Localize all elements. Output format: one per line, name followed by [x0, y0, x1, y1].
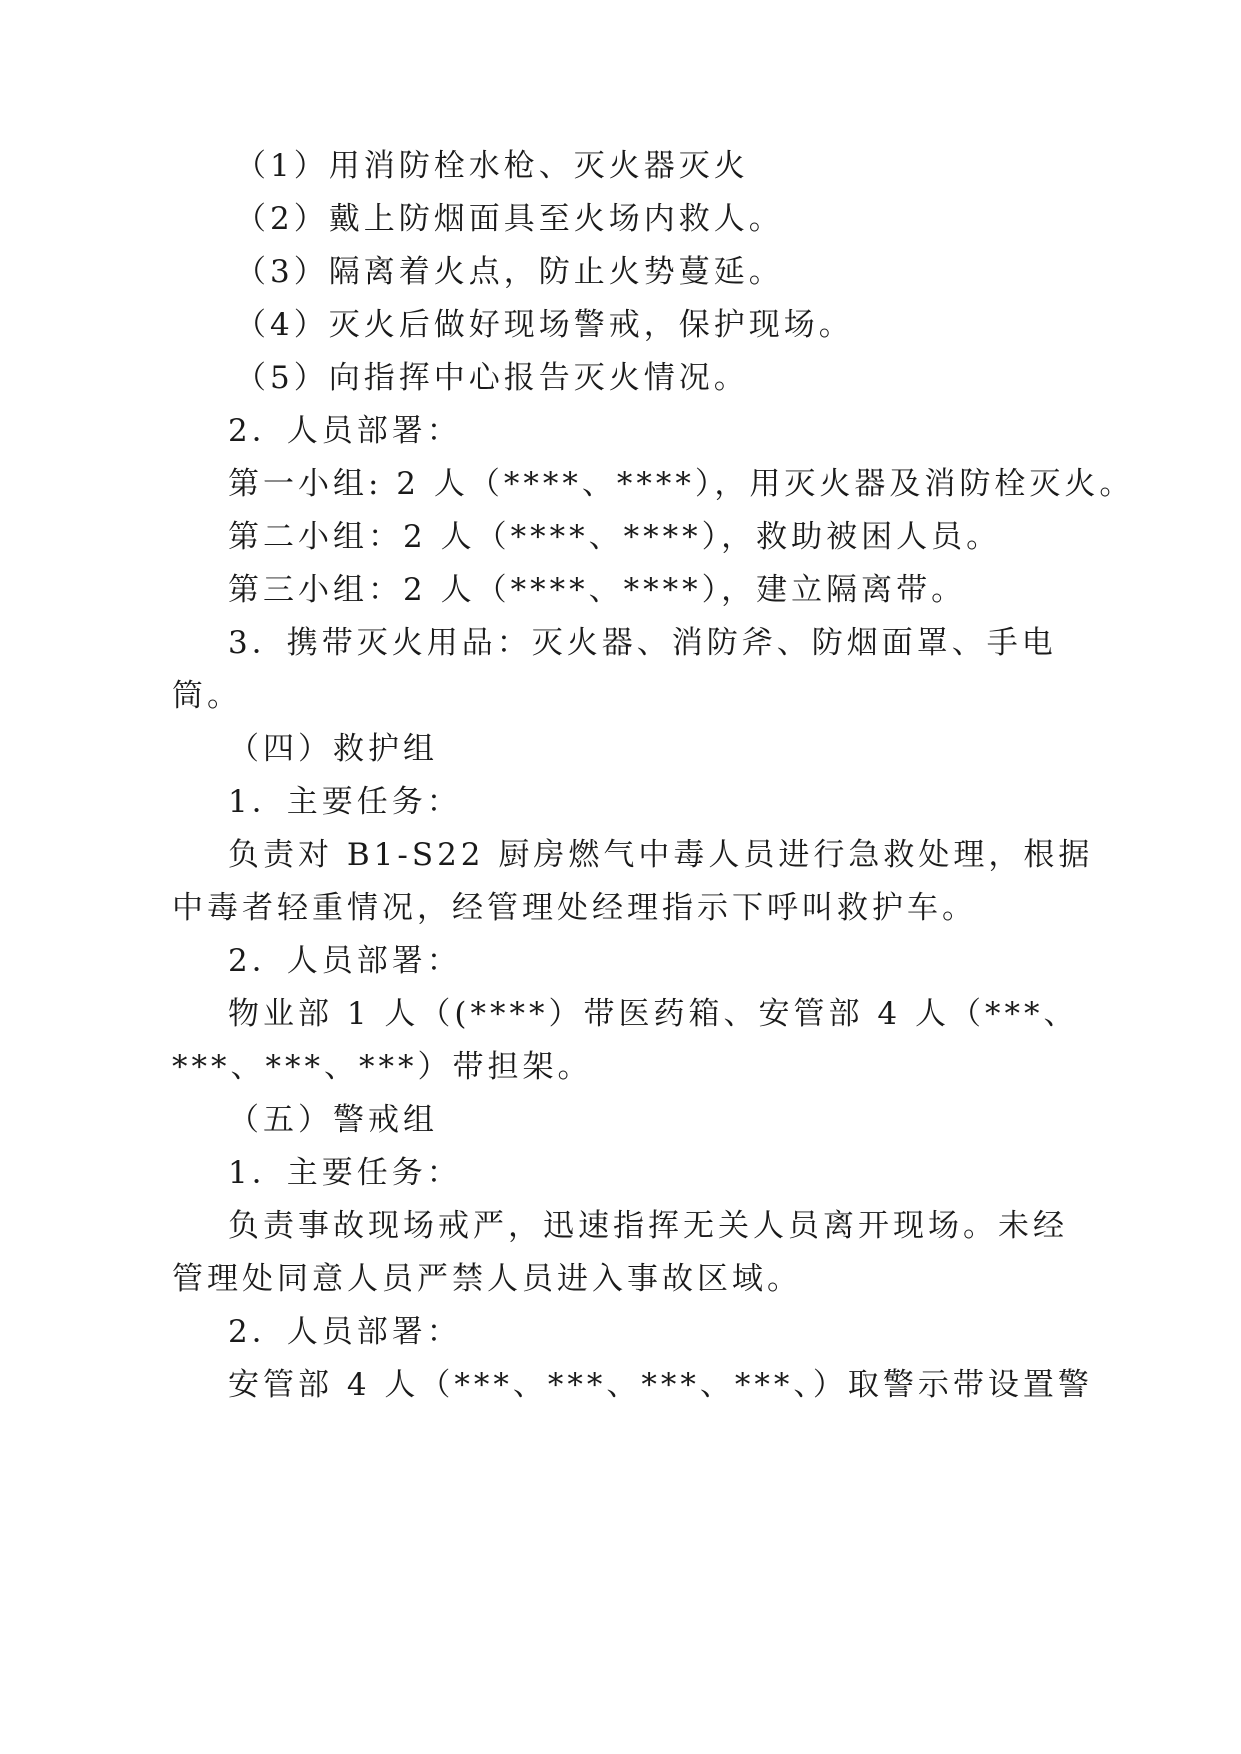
fire-staffing-heading: 2．人员部署：	[228, 413, 462, 449]
guard-task-text: 负责事故现场戒严，迅速指挥无关人员离开现场。未经	[228, 1208, 1068, 1244]
fire-equipment-continued: 筒。	[172, 678, 242, 714]
fire-group-3: 第三小组：2 人（****、****），建立隔离带。	[228, 572, 967, 608]
rescue-staffing-heading: 2．人员部署：	[228, 943, 462, 979]
section-guard-heading: （五）警戒组	[228, 1102, 438, 1138]
rescue-task-text: 负责对 B1-S22 厨房燃气中毒人员进行急救处理，根据	[228, 837, 1094, 873]
rescue-staffing-text-continued: ***、***、***）带担架。	[172, 1049, 593, 1085]
fire-step-4: （4）灭火后做好现场警戒，保护现场。	[235, 307, 854, 343]
fire-group-2: 第二小组：2 人（****、****），救助被困人员。	[228, 519, 1002, 555]
fire-group-1: 第一小组: 2 人（****、****），用灭火器及消防栓灭火。	[228, 466, 1135, 502]
rescue-task-heading: 1．主要任务：	[228, 784, 462, 820]
rescue-task-text-continued: 中毒者轻重情况，经管理处经理指示下呼叫救护车。	[172, 890, 977, 926]
guard-task-heading: 1．主要任务：	[228, 1155, 462, 1191]
section-rescue-heading: （四）救护组	[228, 731, 438, 767]
rescue-staffing-text: 物业部 1 人（(****）带医药箱、安管部 4 人（***、	[228, 996, 1079, 1032]
guard-task-text-continued: 管理处同意人员严禁人员进入事故区域。	[172, 1261, 802, 1297]
guard-staffing-heading: 2．人员部署：	[228, 1314, 462, 1350]
fire-step-1: （1）用消防栓水枪、灭火器灭火	[235, 148, 749, 184]
fire-equipment: 3．携带灭火用品：灭火器、消防斧、防烟面罩、手电	[228, 625, 1057, 661]
fire-step-5: （5）向指挥中心报告灭火情况。	[235, 360, 749, 396]
guard-staffing-text: 安管部 4 人（***、***、***、***、）取警示带设置警	[228, 1367, 1093, 1403]
fire-step-3: （3）隔离着火点，防止火势蔓延。	[235, 254, 784, 290]
fire-step-2: （2）戴上防烟面具至火场内救人。	[235, 201, 784, 237]
